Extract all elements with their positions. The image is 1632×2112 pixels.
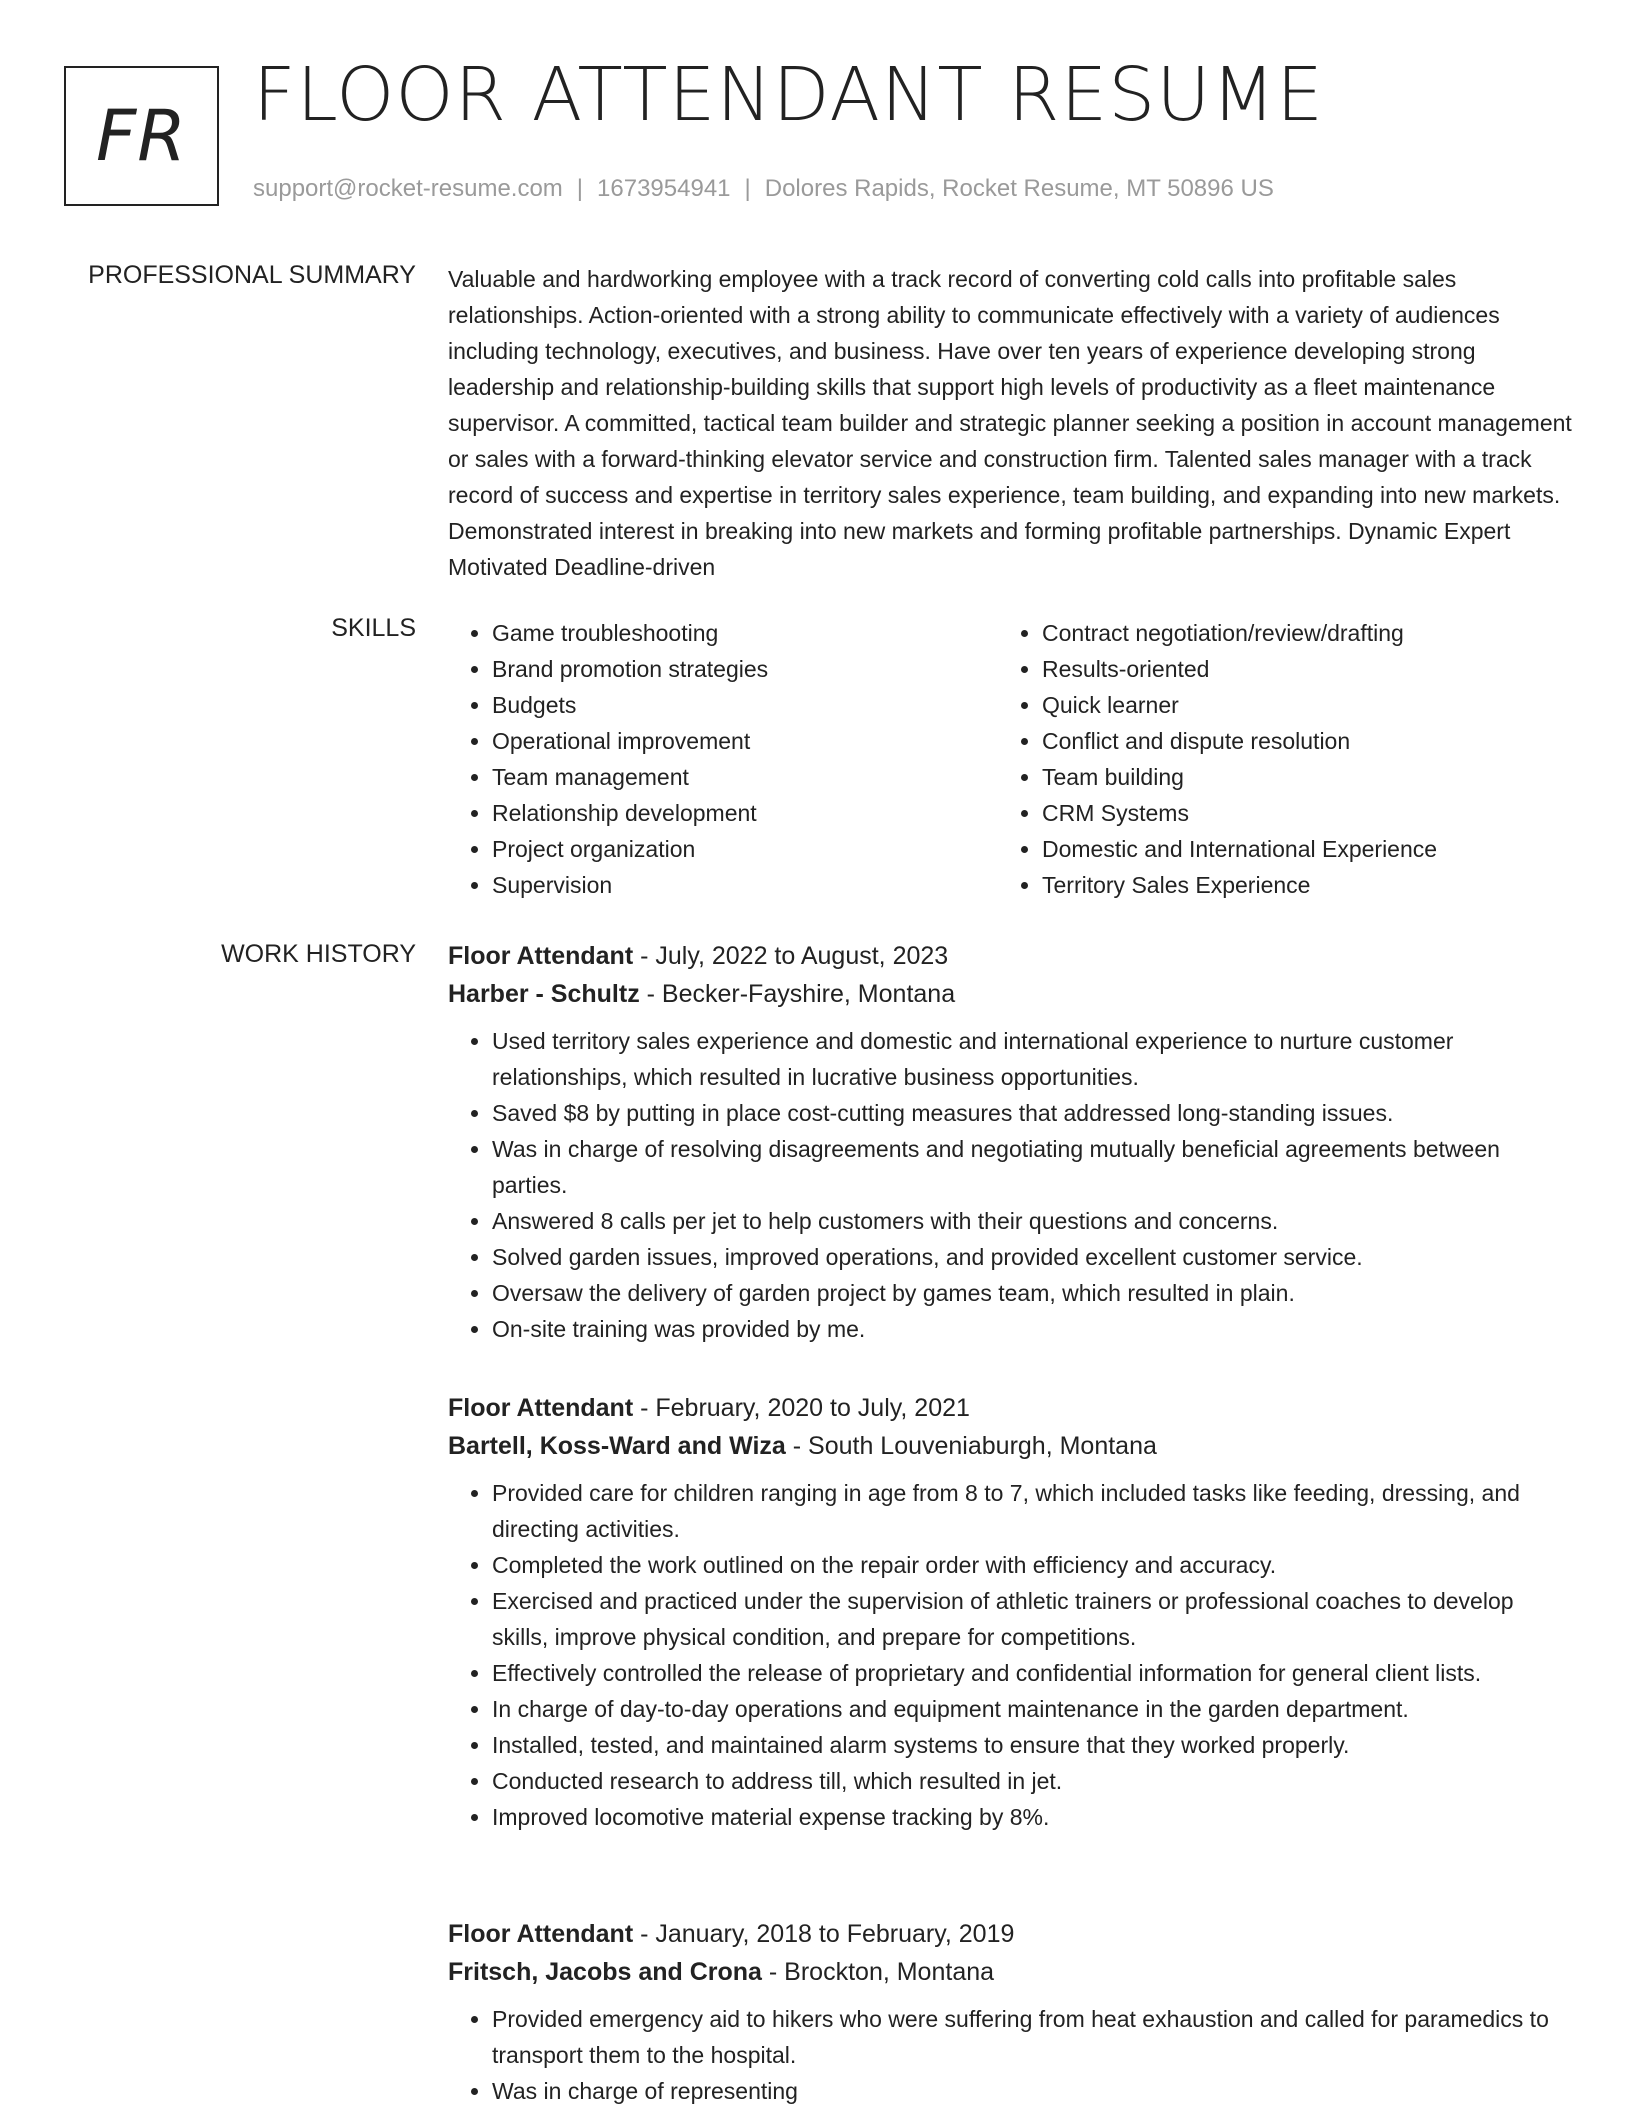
skill-item: • Quick learner (1042, 687, 1548, 723)
skill-item: • Team management (492, 759, 998, 795)
contact-email[interactable]: support@rocket-resume.com (253, 175, 563, 202)
skill-item: • Operational improvement (492, 723, 998, 759)
skill-item: • Brand promotion strategies (492, 651, 998, 687)
job-title: Floor Attendant (448, 1920, 634, 1948)
job-company-line (448, 1953, 1573, 1991)
section-label-summary: PROFESSIONAL SUMMARY (88, 261, 416, 289)
contact-address: Dolores Rapids, Rocket Resume, MT 50896 US (764, 175, 1274, 202)
job-bullets (448, 1023, 1573, 1347)
job-bullet: • Oversaw the delivery of garden project by games team, which resulted in plain. (492, 1275, 1573, 1311)
job-bullet: • Solved garden issues, improved operations, and provided excellent customer service. (492, 1239, 1573, 1275)
skill-item: • Territory Sales Experience (1042, 867, 1548, 903)
job-entry (448, 1389, 1573, 1835)
skill-item: • Budgets (492, 687, 998, 723)
job-bullet: • On-site training was provided by me. (492, 1311, 1573, 1347)
job-dates: - July, 2022 to August, 2023 (633, 942, 949, 970)
job-bullet: • Effectively controlled the release of proprietary and confidential information for general client lists. (492, 1655, 1573, 1691)
job-bullet: • Saved $8 by putting in place cost-cutting measures that addressed long-standing issues. (492, 1095, 1573, 1131)
job-bullet: • Conducted research to address till, which resulted in jet. (492, 1763, 1573, 1799)
skill-item: • Domestic and International Experience (1042, 831, 1548, 867)
section-label-skills: SKILLS (331, 614, 416, 642)
job-company-line (448, 975, 1573, 1013)
contact-phone[interactable]: 1673954941 (597, 175, 731, 202)
job-bullet: • Improved locomotive material expense tracking by 8%. (492, 1799, 1573, 1835)
skill-item: • Contract negotiation/review/drafting (1042, 615, 1548, 651)
skill-item: • Supervision (492, 867, 998, 903)
job-bullets (448, 1475, 1573, 1835)
job-bullet: • Completed the work outlined on the repair order with efficiency and accuracy. (492, 1547, 1573, 1583)
skills-column-left (448, 615, 998, 903)
job-location: - Brockton, Montana (761, 1958, 995, 1986)
job-bullet: • Was in charge of representing (492, 2073, 1573, 2109)
job-entry (448, 937, 1573, 1347)
job-bullet: • In charge of day-to-day operations and equipment maintenance in the garden department. (492, 1691, 1573, 1727)
job-bullet: • Installed, tested, and maintained alarm systems to ensure that they worked properly. (492, 1727, 1573, 1763)
job-location: - Becker-Fayshire, Montana (639, 980, 956, 1008)
job-title: Floor Attendant (448, 942, 634, 970)
resume-title: FLOOR ATTENDANT RESUME (253, 52, 1324, 138)
job-title-line (448, 937, 1573, 975)
job-company: Bartell, Koss-Ward and Wiza (448, 1432, 786, 1460)
job-bullet: • Answered 8 calls per jet to help customers with their questions and concerns. (492, 1203, 1573, 1239)
job-entry (448, 1915, 1573, 2109)
skill-item: • Project organization (492, 831, 998, 867)
job-bullet: • Provided care for children ranging in age from 8 to 7, which included tasks like feeding, dressing, and directing activities. (492, 1475, 1573, 1547)
skill-item: • CRM Systems (1042, 795, 1548, 831)
job-title-line (448, 1915, 1573, 1953)
job-location: - South Louveniaburgh, Montana (785, 1432, 1157, 1460)
skill-item: • Relationship development (492, 795, 998, 831)
skill-item: • Conflict and dispute resolution (1042, 723, 1548, 759)
job-company: Fritsch, Jacobs and Crona (448, 1958, 762, 1986)
skill-item: • Team building (1042, 759, 1548, 795)
job-bullet: • Used territory sales experience and domestic and international experience to nurture customer relationships, which resulted in lucrative business opportunities. (492, 1023, 1573, 1095)
job-bullet: • Was in charge of resolving disagreements and negotiating mutually beneficial agreements between parties. (492, 1131, 1573, 1203)
contact-separator: | (744, 175, 751, 202)
section-label-work-history: WORK HISTORY (221, 940, 416, 968)
skills-column-right (998, 615, 1548, 903)
job-dates: - January, 2018 to February, 2019 (633, 1920, 1015, 1948)
skills-list (448, 615, 1573, 903)
job-title: Floor Attendant (448, 1394, 634, 1422)
job-company-line (448, 1427, 1573, 1465)
job-dates: - February, 2020 to July, 2021 (633, 1394, 970, 1422)
contact-separator: | (576, 175, 584, 202)
contact-line (253, 175, 1274, 203)
job-bullet: • Exercised and practiced under the supervision of athletic trainers or professional coaches to develop skills, improve physical condition, and prepare for competitions. (492, 1583, 1573, 1655)
skill-item: • Results-oriented (1042, 651, 1548, 687)
skill-item: • Game troubleshooting (492, 615, 998, 651)
job-bullet: • Provided emergency aid to hikers who were suffering from heat exhaustion and called for paramedics to transport them to the hospital. (492, 2001, 1573, 2073)
summary-text: Valuable and hardworking employee with a track record of converting cold calls into profitable sales relationships. Action-oriented with a strong ability to communicate effectively with a variety of audiences including technology, executives, and business. Have over ten years of experience developing strong leadership and relationship-building skills that support high levels of productivity as a fleet maintenance supervisor. A committed, tactical team builder and strategic planner seeking a position in account management or sales with a forward-thinking elevator service and construction firm. Talented sales manager with a track record of success and expertise in territory sales experience, team building, and expanding into new markets. Demonstrated interest in breaking into new markets and forming profitable partnerships. Dynamic Expert Motivated Deadline-driven (448, 266, 1572, 580)
job-company: Harber - Schultz (448, 980, 640, 1008)
job-title-line (448, 1389, 1573, 1427)
monogram-logo: FR (64, 66, 219, 206)
job-bullets (448, 2001, 1573, 2109)
